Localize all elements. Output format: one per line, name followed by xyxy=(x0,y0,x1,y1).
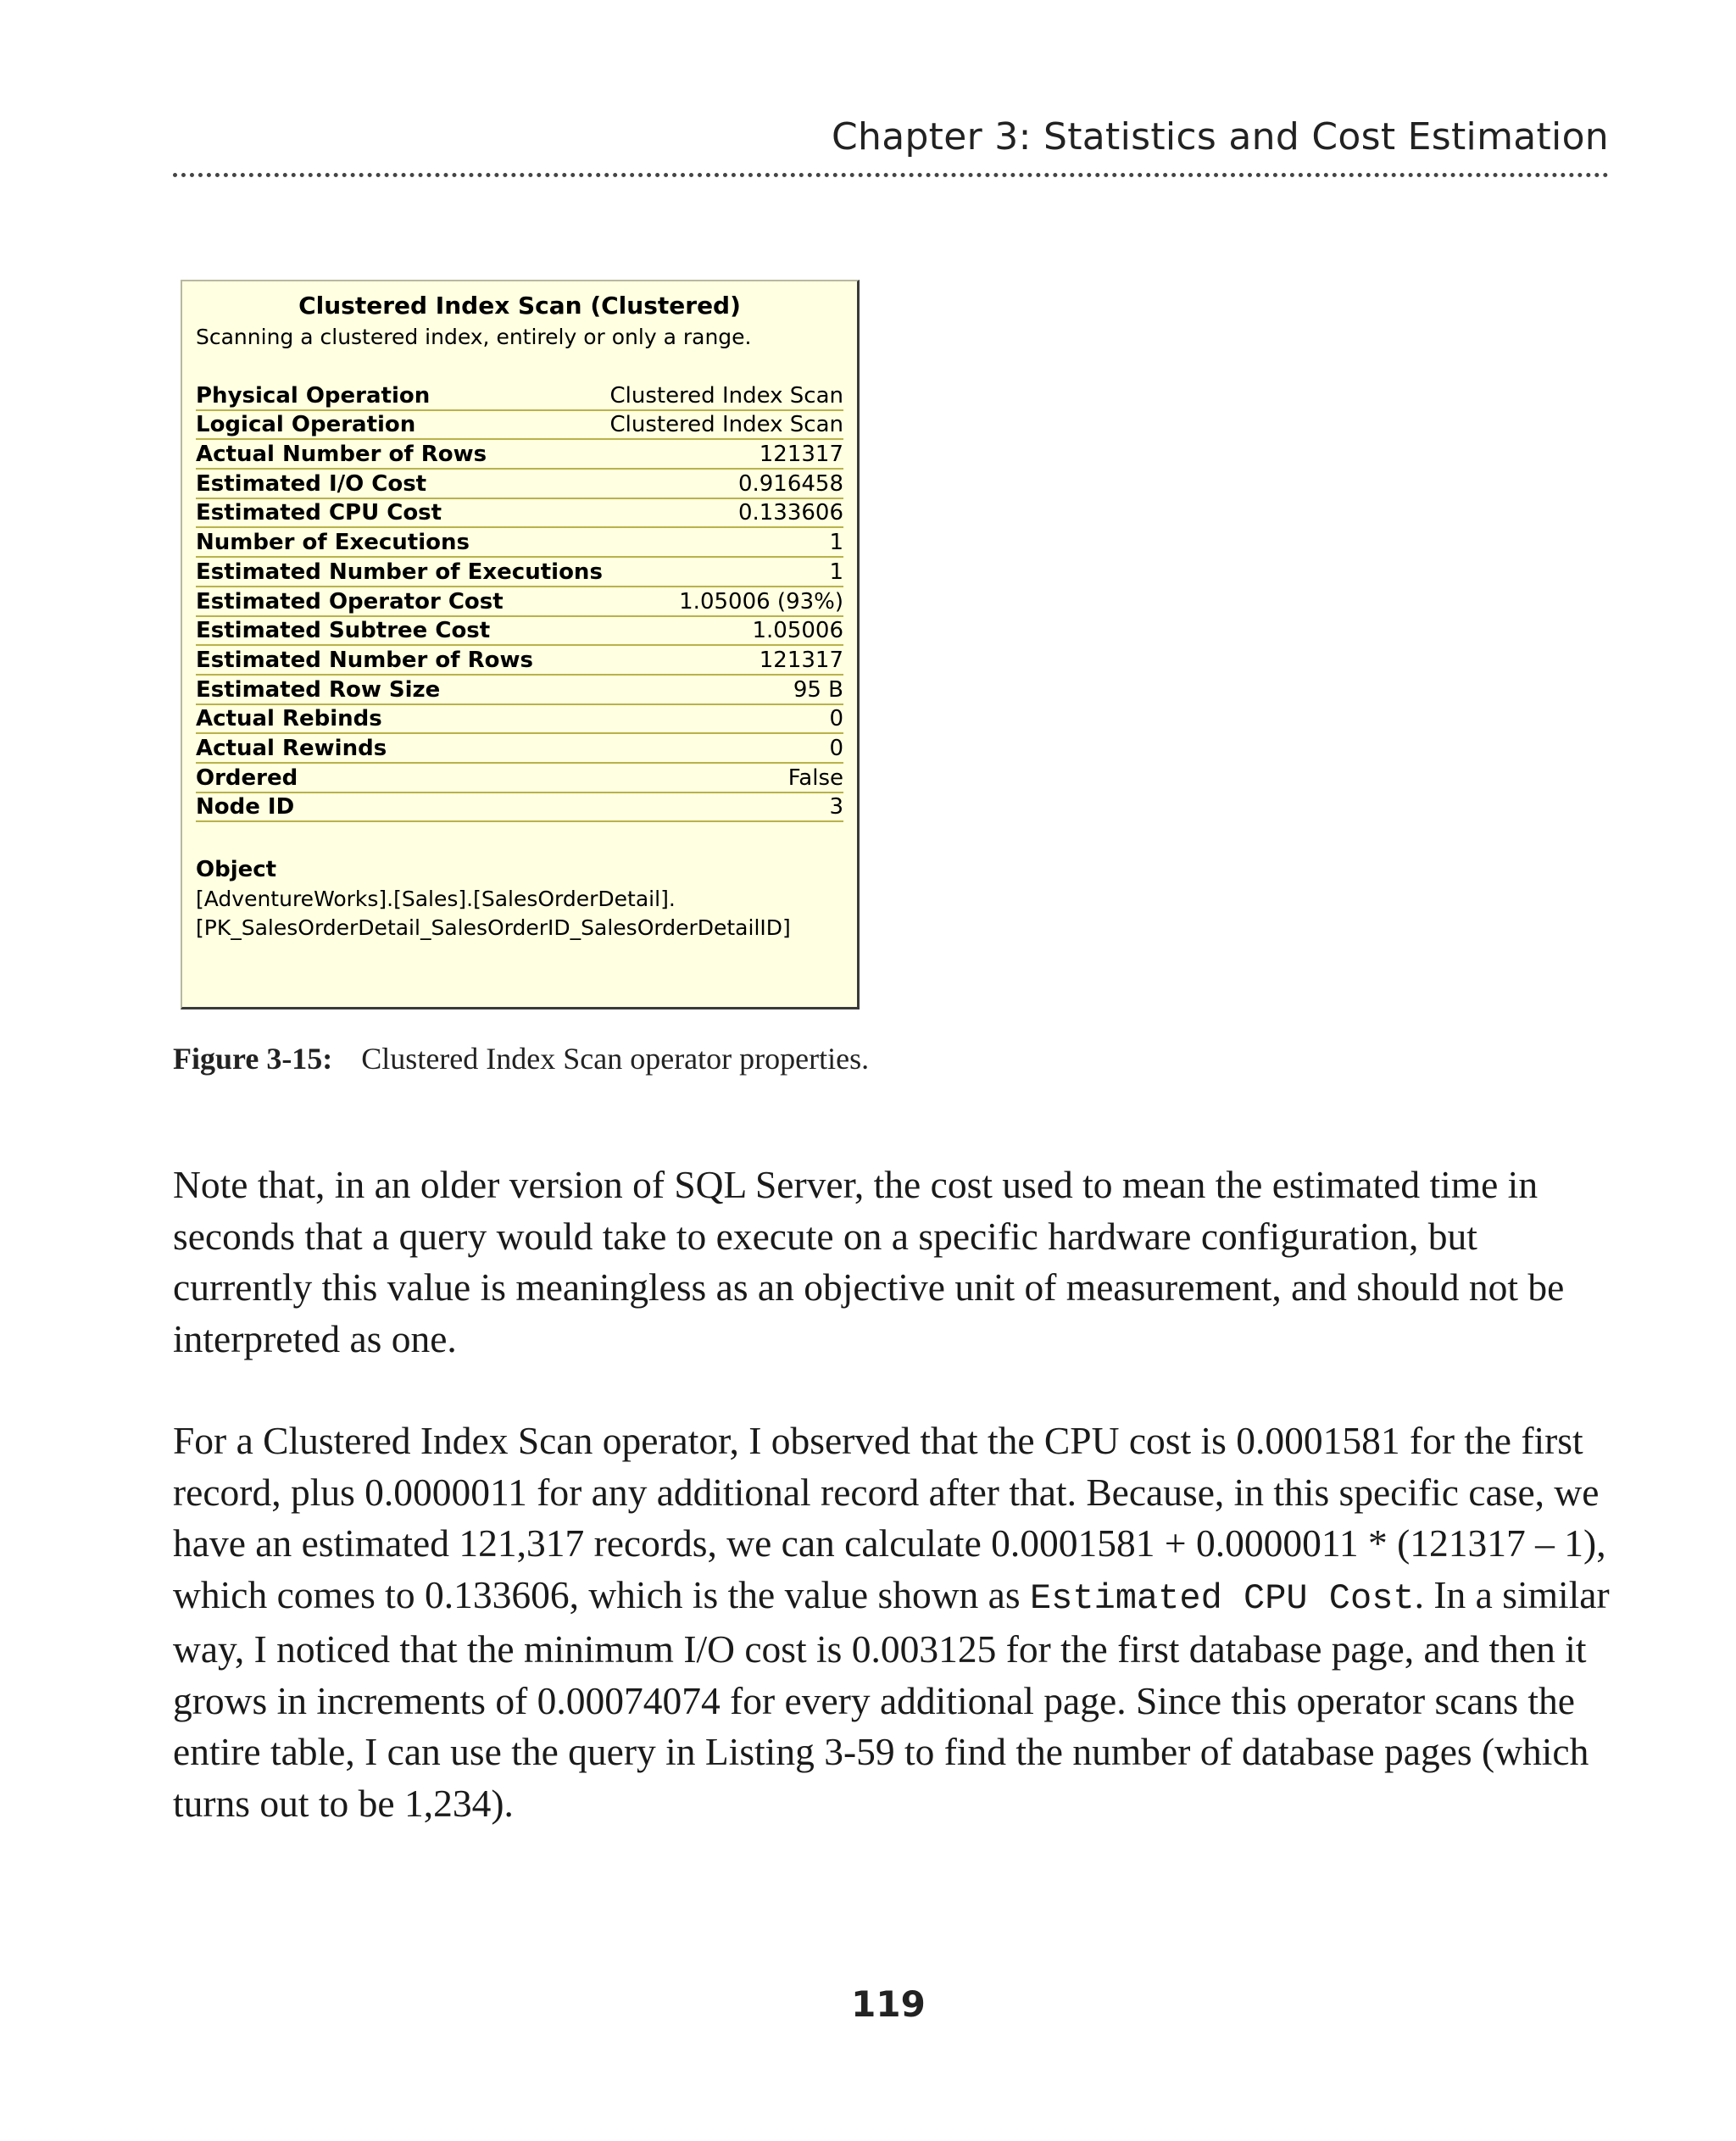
object-name-line: [PK_SalesOrderDetail_SalesOrderID_SalesOrderDetailID] xyxy=(196,915,791,941)
property-label: Actual Number of Rows xyxy=(196,442,487,468)
property-label: Estimated CPU Cost xyxy=(196,500,442,526)
property-value: 1.05006 (93%) xyxy=(679,588,843,614)
property-value: 0.133606 xyxy=(737,500,843,526)
property-row xyxy=(196,558,843,587)
property-value: 1 xyxy=(829,559,843,585)
running-header: Chapter 3: Statistics and Cost Estimation xyxy=(831,115,1609,158)
paragraph-text: . In a similar way, I noticed that the minimum I/O cost is 0.003125 for the first database page, and then it grows in increments of 0.00074074 for every additional page. Since this operator scans the entire table, I can use the query in Listing 3-59 to find the number of database pages (which turns out to be 1,234). xyxy=(173,1572,1610,1825)
property-row xyxy=(196,646,843,676)
tooltip-title: Clustered Index Scan (Clustered) xyxy=(298,292,741,320)
paragraph-text: For a Clustered Index Scan operator, I observed that the CPU cost is 0.0001581 for the first record, plus 0.0000011 for any additional record after that. Because, in this specific case, we have an estimated 121,317 records, we can calculate 0.0001581 + 0.0000011 * (121317 – 1), which comes to 0.133606, which is the value shown as xyxy=(173,1419,1606,1616)
property-label: Logical Operation xyxy=(196,412,416,438)
figure-caption-text: Clustered Index Scan operator properties. xyxy=(361,1042,870,1076)
property-value: 1 xyxy=(829,530,843,556)
property-value: Clustered Index Scan xyxy=(609,412,843,438)
property-row xyxy=(196,764,843,793)
property-row xyxy=(196,499,843,529)
property-label: Estimated Operator Cost xyxy=(196,588,504,614)
property-value: 95 B xyxy=(793,676,843,703)
property-label: Ordered xyxy=(196,765,298,791)
property-list xyxy=(196,381,843,822)
property-row xyxy=(196,676,843,705)
property-value: 121317 xyxy=(759,442,843,468)
property-row xyxy=(196,617,843,647)
figure-label: Figure 3-15: xyxy=(173,1042,333,1076)
body-paragraph: Note that, in an older version of SQL Server, the cost used to mean the estimated time in seconds that a query would take to execute on a specific hardware configuration, but currently this value is meaningless as an objective unit of measurement, and should not be interpreted as one. xyxy=(173,1163,1565,1360)
property-value: Clustered Index Scan xyxy=(609,382,843,409)
object-name-line: [AdventureWorks].[Sales].[SalesOrderDetail]. xyxy=(196,887,676,912)
tooltip-description: Scanning a clustered index, entirely or only a range. xyxy=(196,325,752,349)
property-label: Estimated Row Size xyxy=(196,676,441,703)
property-label: Physical Operation xyxy=(196,382,431,409)
property-row xyxy=(196,411,843,441)
property-row xyxy=(196,587,843,617)
property-value: 0 xyxy=(829,735,843,761)
property-label: Estimated Number of Executions xyxy=(196,559,603,585)
property-label: Actual Rebinds xyxy=(196,706,382,732)
property-label: Actual Rewinds xyxy=(196,735,387,761)
inline-code: Estimated CPU Cost xyxy=(1029,1577,1415,1619)
property-label: Estimated I/O Cost xyxy=(196,470,427,497)
operator-properties-tooltip xyxy=(181,280,860,1009)
property-value: 1.05006 xyxy=(752,618,843,644)
property-value: 0 xyxy=(829,706,843,732)
property-row xyxy=(196,381,843,411)
property-row xyxy=(196,734,843,764)
page-number: 119 xyxy=(851,1983,926,2025)
property-label: Estimated Number of Rows xyxy=(196,647,534,673)
object-label: Object xyxy=(196,857,277,883)
property-row xyxy=(196,705,843,735)
property-row xyxy=(196,793,843,823)
body-paragraph xyxy=(173,1415,1614,1829)
property-label: Estimated Subtree Cost xyxy=(196,618,491,644)
property-row xyxy=(196,528,843,558)
header-divider xyxy=(173,173,1609,177)
property-label: Number of Executions xyxy=(196,530,470,556)
property-row xyxy=(196,470,843,499)
property-value: 121317 xyxy=(759,647,843,673)
property-value: 0.916458 xyxy=(737,470,843,497)
property-value: False xyxy=(787,765,843,791)
property-row xyxy=(196,440,843,470)
property-label: Node ID xyxy=(196,794,295,820)
figure-caption xyxy=(173,1041,869,1076)
property-value: 3 xyxy=(829,794,843,820)
